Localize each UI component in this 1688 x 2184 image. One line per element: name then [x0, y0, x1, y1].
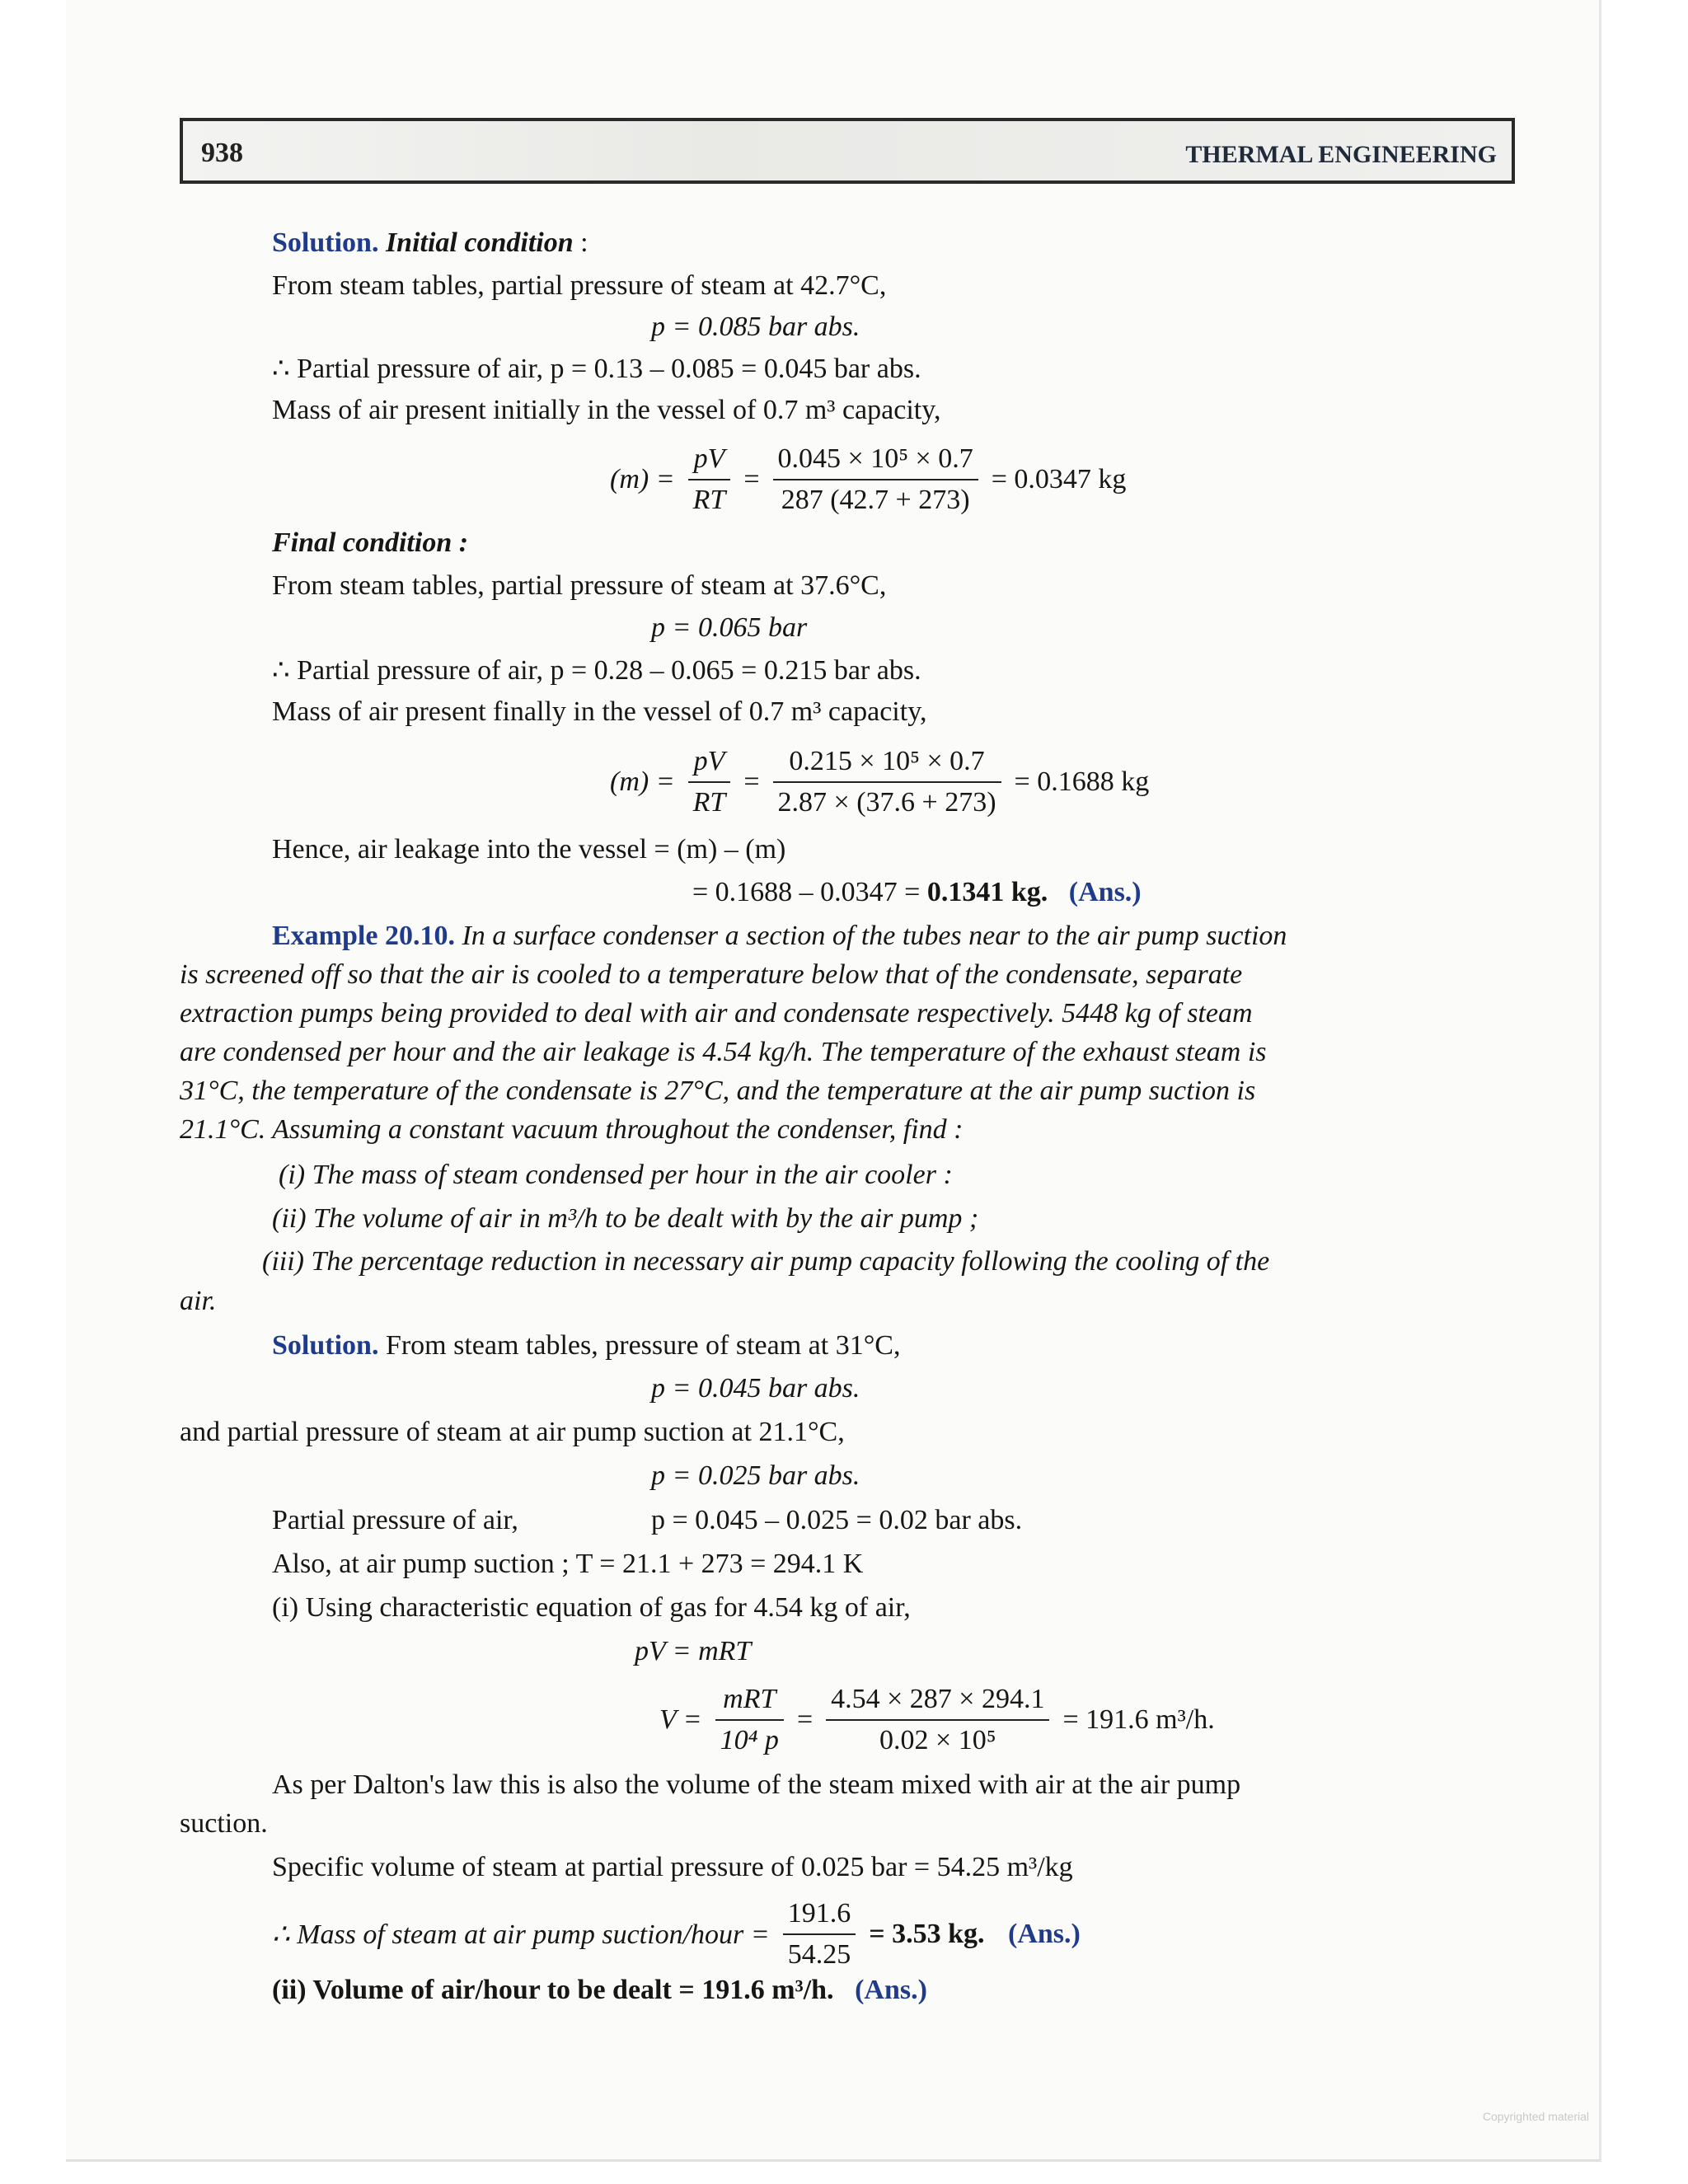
- solution-heading: Solution. Initial condition :: [272, 227, 588, 258]
- text-line: From steam tables, partial pressure of steam at 37.6°C,: [272, 570, 887, 601]
- watermark: Copyrighted material: [1482, 2110, 1589, 2123]
- equation-initial-mass: (m) = $\frac{pV}{RT}$ = $\frac{\text{0.045 × 10⁵ × 0.7}}{287 (42.7 + 273)}$ = 0.0347 kg: [610, 441, 1126, 518]
- equation-line: p = 0.025 bar abs.: [651, 1460, 860, 1491]
- text-line: Hence, air leakage into the vessel = (m) – (m): [272, 834, 786, 865]
- equation-line: p = 0.065 bar: [651, 612, 808, 643]
- equation-mass-steam: ∴ Mass of steam at air pump suction/hour = $\frac{191.6}{54.25}$ = 3.53 kg. (Ans.): [272, 1896, 1081, 1973]
- example-text: 21.1°C. Assuming a constant vacuum throughout the condenser, find :: [180, 1114, 964, 1145]
- page-number: 938: [201, 138, 243, 168]
- text-line: suction.: [180, 1808, 268, 1839]
- answer-line: = 0.1688 – 0.0347 = 0.1341 kg. (Ans.): [692, 877, 1142, 907]
- solution-heading: Solution. From steam tables, pressure of steam at 31°C,: [272, 1330, 901, 1361]
- text-line: ∴ Partial pressure of air, p = 0.13 – 0.085 = 0.045 bar abs.: [272, 354, 921, 384]
- equation-line: p = 0.085 bar abs.: [651, 312, 860, 342]
- example-item: (ii) The volume of air in m³/h to be dealt with by the air pump ;: [272, 1203, 979, 1234]
- example-item: (iii) The percentage reduction in necessary air pump capacity following the cooling of the: [262, 1246, 1270, 1277]
- text-line: and partial pressure of steam at air pump suction at 21.1°C,: [180, 1417, 845, 1447]
- example-heading: Example 20.10. In a surface condenser a section of the tubes near to the air pump suction: [272, 921, 1287, 951]
- book-title: THERMAL ENGINEERING: [1185, 141, 1497, 168]
- example-text: extraction pumps being provided to deal with air and condensate respectively. 5448 kg of steam: [180, 998, 1253, 1029]
- text-line: Specific volume of steam at partial pressure of 0.025 bar = 54.25 m³/kg: [272, 1852, 1073, 1882]
- text-line: ∴ Partial pressure of air, p = 0.28 – 0.065 = 0.215 bar abs.: [272, 655, 921, 686]
- text-line: Partial pressure of air,: [272, 1505, 518, 1535]
- text-line: (i) Using characteristic equation of gas for 4.54 kg of air,: [272, 1592, 911, 1623]
- equation-volume: V = $\frac{\text{mRT}}{\text{10⁴ p}}$ = $\frac{4.54 \times 287 \times 294.1}{\text{0.02 × 10⁵}}$ = 191.6 m³/h.: [659, 1681, 1215, 1759]
- example-text: are condensed per hour and the air leakage is 4.54 kg/h. The temperature of the exhaust steam is: [180, 1037, 1267, 1067]
- equation-line: p = 0.045 – 0.025 = 0.02 bar abs.: [651, 1505, 1023, 1535]
- answer-line: (ii) Volume of air/hour to be dealt = 191.6 m³/h. (Ans.): [272, 1975, 927, 2005]
- text-line: Mass of air present initially in the vessel of 0.7 m³ capacity,: [272, 395, 941, 425]
- equation-line: p = 0.045 bar abs.: [651, 1373, 860, 1404]
- equation-final-mass: (m) = $\frac{pV}{RT}$ = $\frac{\text{0.215 × 10⁵ × 0.7}}{2.87 \times (37.6 + 273)}$ = 0.1688 kg: [610, 743, 1149, 821]
- example-text: is screened off so that the air is cooled to a temperature below that of the condensate, separate: [180, 959, 1243, 990]
- text-line: From steam tables, partial pressure of steam at 42.7°C,: [272, 270, 887, 301]
- final-condition-heading: Final condition :: [272, 527, 469, 558]
- text-line: Also, at air pump suction ; T = 21.1 + 273 = 294.1 K: [272, 1549, 864, 1579]
- text-line: Mass of air present finally in the vessel of 0.7 m³ capacity,: [272, 696, 927, 727]
- equation-line: pV = mRT: [635, 1636, 752, 1666]
- example-text: 31°C, the temperature of the condensate is 27°C, and the temperature at the air pump suction is: [180, 1076, 1256, 1106]
- text-line: As per Dalton's law this is also the volume of the steam mixed with air at the air pump: [272, 1769, 1241, 1800]
- example-item: air.: [180, 1286, 217, 1316]
- example-item: (i) The mass of steam condensed per hour in the air cooler :: [279, 1160, 953, 1190]
- page-header: [180, 118, 1515, 184]
